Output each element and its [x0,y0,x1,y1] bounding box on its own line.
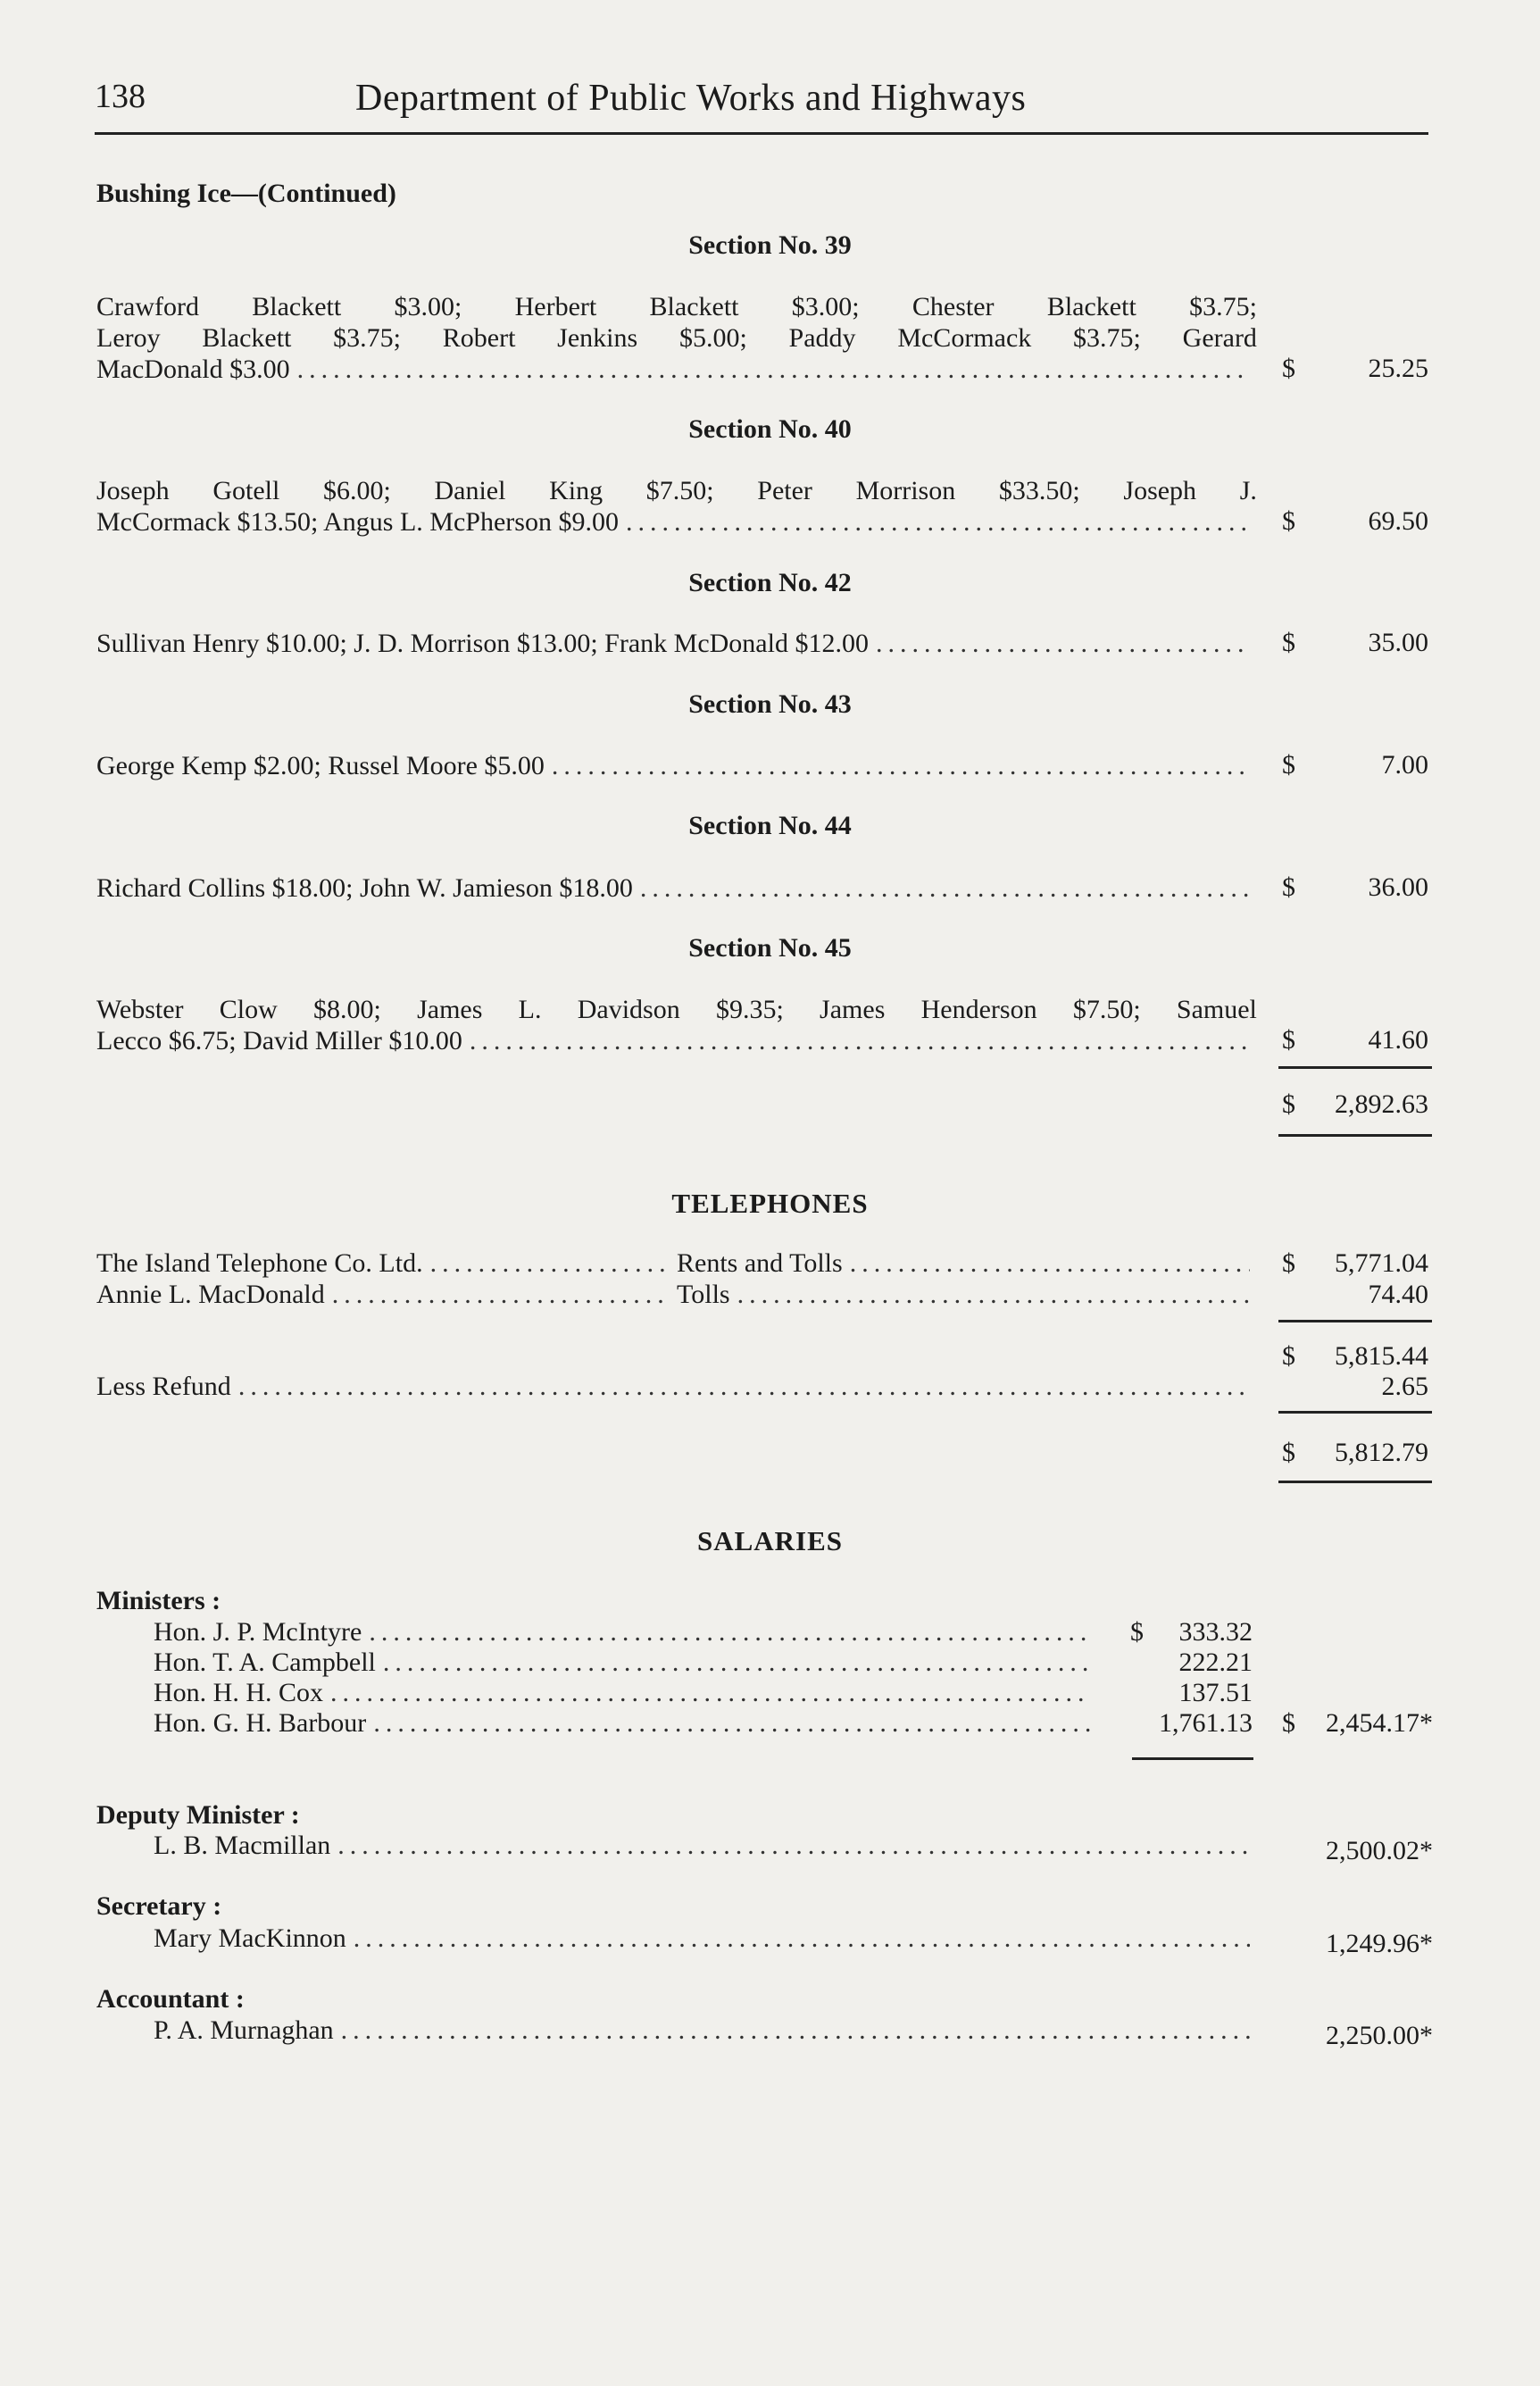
leader-dots [430,1248,670,1279]
section-entries [96,994,1257,1056]
dollar-sign: $ [1282,750,1295,780]
minister-row [154,1708,1098,1739]
total-rule [1278,1481,1432,1483]
minister-row [154,1678,1098,1708]
entry-text: Lecco $6.75; David Miller $10.00 [96,1026,462,1055]
entry-word: Gotell [212,476,280,505]
entry-word: $3.75; [1073,323,1141,353]
leader-dots [373,1708,1091,1739]
entry-line [96,291,1257,322]
section-amount: 69.50 [1368,506,1428,536]
section-title: Section No. 39 [688,230,852,260]
salary-amount: 2,250.00* [1326,2021,1433,2050]
entry-text: McCormack $13.50; Angus L. McPherson $9.00 [96,507,619,537]
entry-word: Joseph [1123,476,1197,505]
entry-word: $3.75; [333,323,401,353]
salary-name: P. A. Murnaghan [154,2015,334,2045]
page-header [95,77,1428,130]
minister-row [154,1648,1098,1678]
entry-word: Jenkins [557,323,638,353]
entry-text: Richard Collins $18.00; John W. Jamieson $18.00 [96,873,633,903]
entry-word: Daniel [434,476,506,505]
dollar-sign: $ [1282,1438,1295,1467]
entry-last-line [96,506,1257,538]
entry-last-line [96,1025,1257,1056]
entry-last-line [96,750,1257,781]
leader-dots [552,750,1250,781]
section-entries [96,291,1257,385]
entry-word: Chester [912,292,995,321]
entry-word: Paddy [788,323,856,353]
telephone-subtotal: 5,815.44 [1335,1341,1428,1371]
dollar-sign: $ [1282,1025,1295,1055]
dollar-sign: $ [1282,1089,1295,1119]
minister-amount: 333.32 [1178,1617,1253,1647]
entry-word: $5.00; [678,323,747,353]
entry-word: $3.75; [1189,292,1257,321]
leader-dots [297,354,1250,385]
entry-text: MacDonald $3.00 [96,355,290,384]
leader-dots [341,2015,1250,2046]
sum-rule [1278,1411,1432,1414]
telephone-amount: 74.40 [1368,1280,1428,1309]
section-entries [96,750,1257,781]
entry-word: Samuel [1176,995,1257,1024]
entry-word: Clow [219,995,278,1024]
section-title: Section No. 44 [688,811,852,840]
refund-row [96,1372,1257,1402]
salaries-heading: SALARIES [696,1525,844,1556]
entry-word: Gerard [1182,323,1257,353]
salary-row [154,1923,1257,1954]
leader-dots [640,872,1250,904]
section-amount: 7.00 [1381,750,1428,780]
entry-line [96,475,1257,506]
dollar-sign: $ [1282,506,1295,536]
entry-word: Blackett [1046,292,1136,321]
sum-rule [1132,1757,1253,1760]
telephone-amount: 5,771.04 [1335,1248,1428,1278]
minister-amount: 222.21 [1178,1648,1253,1677]
entry-word: Blackett [252,292,342,321]
telephone-desc: Rents and Tolls [677,1248,843,1278]
dollar-sign: $ [1282,872,1295,902]
entry-word: L. [518,995,542,1024]
entry-word: Herbert [514,292,597,321]
refund-amount: 2.65 [1381,1372,1428,1401]
telephone-row [96,1280,1257,1310]
entry-word: $6.00; [322,476,391,505]
entry-word: Davidson [577,995,680,1024]
entry-word: $3.00; [791,292,860,321]
section-amount: 36.00 [1368,872,1428,902]
dollar-sign: $ [1282,628,1295,657]
telephone-name-cell [96,1248,677,1279]
accountant-label: Accountant : [96,1984,245,2014]
minister-name: Hon. J. P. McIntyre [154,1617,362,1647]
entry-line [96,994,1257,1025]
leader-dots [354,1923,1250,1954]
bushing-total-amount: 2,892.63 [1335,1089,1428,1119]
section-title: Section No. 43 [688,689,852,719]
leader-dots [850,1248,1250,1279]
total-rule [1278,1134,1432,1137]
entry-text: Sullivan Henry $10.00; J. D. Morrison $13.00; Frank McDonald $12.00 [96,629,869,658]
minister-name: Hon. G. H. Barbour [154,1708,367,1738]
section-entries [96,475,1257,538]
leader-dots [332,1280,670,1310]
telephone-name: Annie L. MacDonald [96,1280,325,1309]
section-amount: 35.00 [1368,628,1428,657]
minister-name: Hon. H. H. Cox [154,1678,324,1707]
minister-amount: 137.51 [1178,1678,1253,1707]
salary-row [154,1831,1257,1861]
telephone-name-cell [96,1280,677,1310]
entry-word: Blackett [202,323,292,353]
secretary-label: Secretary : [96,1891,222,1921]
entry-word: $7.50; [1072,995,1141,1024]
telephone-row [96,1248,1257,1279]
entry-line [96,322,1257,354]
entry-word: $8.00; [313,995,381,1024]
section-amount: 41.60 [1368,1025,1428,1055]
leader-dots [337,1831,1250,1861]
entry-word: Crawford [96,292,199,321]
entry-last-line [96,872,1257,904]
entry-word: Peter [757,476,812,505]
entry-word: Henderson [920,995,1037,1024]
section-title: Section No. 45 [688,933,852,963]
section-title: Section No. 40 [688,414,852,444]
continued-heading: Bushing Ice—(Continued) [96,179,396,208]
entry-word: Webster [96,995,184,1024]
minister-row [154,1617,1098,1648]
entry-word: King [549,476,604,505]
salary-amount: 2,500.02* [1326,1836,1433,1865]
telephone-name: The Island Telephone Co. Ltd. [96,1248,423,1278]
section-amount: 25.25 [1368,354,1428,383]
telephone-desc: Tolls [677,1280,730,1309]
leader-dots [626,506,1250,538]
entry-word: $33.50; [998,476,1080,505]
sum-rule [1278,1320,1432,1322]
deputy-minister-label: Deputy Minister : [96,1800,300,1830]
telephones-heading: TELEPHONES [671,1188,869,1219]
dollar-sign: $ [1282,1341,1295,1371]
leader-dots [238,1372,1250,1402]
minister-name: Hon. T. A. Campbell [154,1648,376,1677]
salary-name: Mary MacKinnon [154,1923,346,1953]
salary-row [154,2015,1257,2046]
entry-word: James [417,995,483,1024]
entry-word: J. [1239,476,1257,505]
entry-text: George Kemp $2.00; Russel Moore $5.00 [96,751,545,780]
entry-last-line [96,354,1257,385]
section-entries [96,872,1257,904]
section-title: Section No. 42 [688,568,852,597]
leader-dots [383,1648,1091,1678]
entry-last-line [96,628,1257,659]
minister-amount: 1,761.13 [1159,1708,1253,1738]
page-number: 138 [95,78,146,115]
entry-word: $9.35; [715,995,784,1024]
leader-dots [369,1617,1091,1648]
salary-name: L. B. Macmillan [154,1831,331,1860]
entry-word: Morrison [855,476,956,505]
entry-word: Blackett [649,292,739,321]
dollar-sign: $ [1282,1248,1295,1278]
entry-word: $7.50; [645,476,714,505]
telephone-total: 5,812.79 [1335,1438,1428,1467]
refund-label: Less Refund [96,1372,231,1401]
page-title: Department of Public Works and Highways [355,78,1027,119]
entry-word: Robert [442,323,516,353]
section-entries [96,628,1257,659]
dollar-sign: $ [1282,354,1295,383]
entry-word: McCormack [897,323,1032,353]
leader-dots [330,1678,1091,1708]
salary-amount: 1,249.96* [1326,1929,1433,1958]
entry-word: James [820,995,886,1024]
leader-dots [470,1025,1250,1056]
leader-dots [876,628,1250,659]
dollar-sign: $ [1282,1708,1295,1738]
header-rule [95,132,1428,135]
dollar-sign: $ [1130,1617,1144,1647]
ministers-total: 2,454.17* [1326,1708,1433,1738]
leader-dots [737,1280,1250,1310]
entry-word: $3.00; [394,292,462,321]
sum-rule [1278,1066,1432,1069]
entry-word: Leroy [96,323,161,353]
entry-word: Joseph [96,476,170,505]
ministers-label: Ministers : [96,1586,221,1615]
